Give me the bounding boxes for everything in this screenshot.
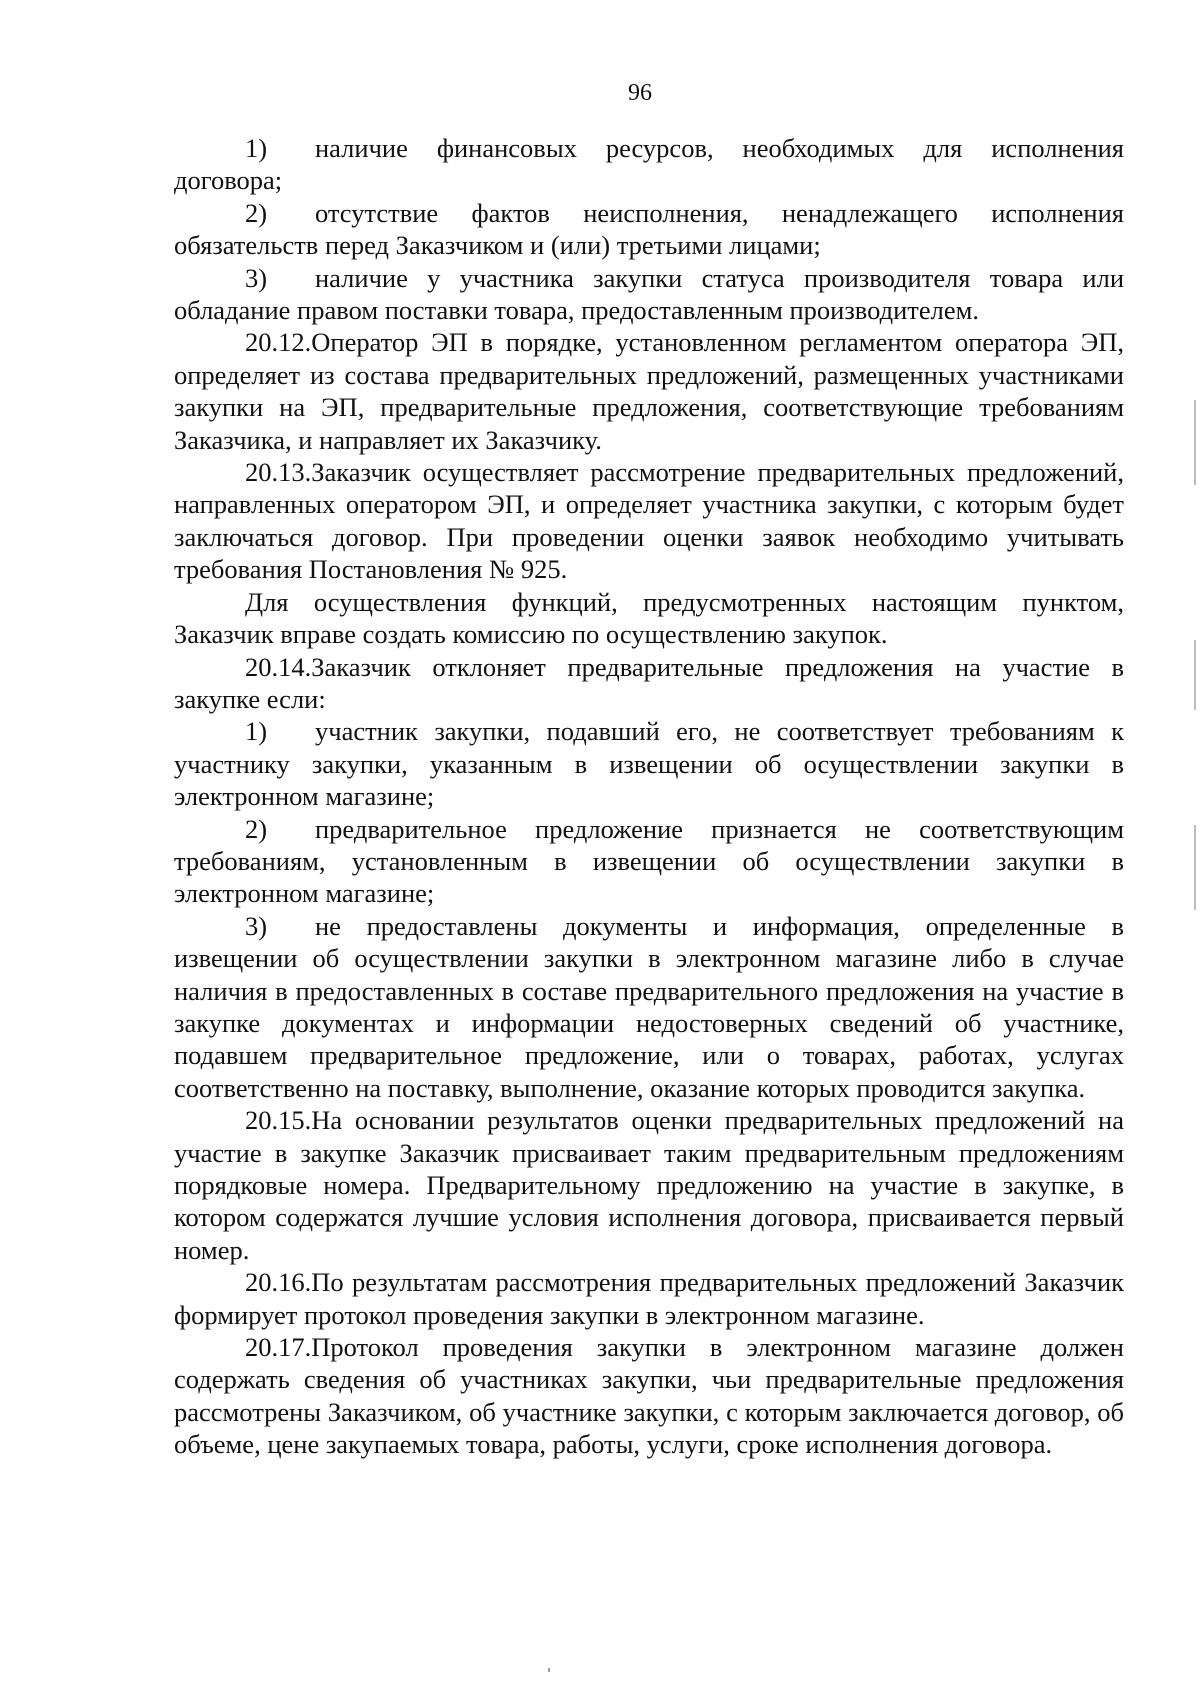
page-number: 96 xyxy=(628,80,652,106)
list-item xyxy=(174,262,1124,327)
paragraph-20-12: 20.12.Оператор ЭП в порядке, установленном регламентом оператора ЭП, определяет из состава предварительных предложений, размещенных участниками закупки на ЭП, предварительные предложения, соответствующие требованиям Заказчика, и направляет их Заказчику. xyxy=(174,327,1124,455)
paragraph-20-17: 20.17.Протокол проведения закупки в электронном магазине должен содержать сведения об участниках закупки, чьи предварительные предложения рассмотрены Заказчиком, об участнике закупки, с которым заключается договор, об объеме, цене закупаемых товара, работы, услуги, сроке исполнения договора. xyxy=(174,1332,1124,1460)
scan-speck xyxy=(548,1668,550,1672)
item-text: участник закупки, подавший его, не соответствует требованиям к участнику закупки, указанным в извещении об осуществлении закупки в электронном магазине; xyxy=(174,716,1124,812)
list-item xyxy=(174,910,1124,1104)
scan-edge-mark xyxy=(1194,640,1196,710)
item-number: 2) xyxy=(245,197,268,228)
item-text: наличие финансовых ресурсов, необходимых для исполнения договора; xyxy=(174,133,1124,196)
list-item xyxy=(174,197,1124,262)
item-text: отсутствие фактов неисполнения, ненадлежащего исполнения обязательств перед Заказчиком и (или) третьими лицами; xyxy=(174,197,1124,261)
paragraph-20-16: 20.16.По результатам рассмотрения предварительных предложений Заказчик формирует протокол проведения закупки в электронном магазине. xyxy=(174,1267,1124,1330)
document-body xyxy=(174,132,1124,1461)
item-text: не предоставлены документы и информация, определенные в извещении об осуществлении закупки в электронном магазине либо в случае наличия в предоставленных в составе предварительного предложения на участие в закупке документах и информации недостоверных сведений об участнике, подавшем предварительное предложение, или о товарах, работах, услугах соответственно на поставку, выполнение, оказание которых проводится закупка. xyxy=(174,910,1124,1103)
item-number: 1) xyxy=(245,133,268,163)
item-number: 1) xyxy=(245,716,268,747)
scan-edge-mark xyxy=(1194,400,1196,485)
item-number: 3) xyxy=(245,910,268,941)
paragraph-20-15: 20.15.На основании результатов оценки предварительных предложений на участие в закупке Заказчик присваивает таким предварительным предложениям порядковые номера. Предварительному предложению на участие в закупке, в котором содержатся лучшие условия исполнения договора, присваивается первый номер. xyxy=(174,1105,1124,1265)
list-item xyxy=(174,715,1124,812)
item-text: наличие у участника закупки статуса производителя товара или обладание правом поставки товара, предоставленным производителем. xyxy=(174,262,1124,326)
paragraph-20-14: 20.14.Заказчик отклоняет предварительные предложения на участие в закупке если: xyxy=(174,651,1124,714)
paragraph-commission: Для осуществления функций, предусмотренных настоящим пунктом, Заказчик вправе создать комиссию по осуществлению закупок. xyxy=(174,586,1124,650)
item-text: предварительное предложение признается не соответствующим требованиям, установленным в извещении об осуществлении закупки в электронном магазине; xyxy=(174,813,1124,909)
item-number: 2) xyxy=(245,813,268,844)
scan-edge-mark xyxy=(1194,825,1196,910)
list-item xyxy=(174,132,1124,197)
paragraph-20-13: 20.13.Заказчик осуществляет рассмотрение предварительных предложений, направленных оператором ЭП, и определяет участника закупки, с которым будет заключаться договор. При проведении оценки заявок необходимо учитывать требования Постановления № 925. xyxy=(174,457,1124,585)
list-item xyxy=(174,813,1124,910)
item-number: 3) xyxy=(245,262,268,293)
